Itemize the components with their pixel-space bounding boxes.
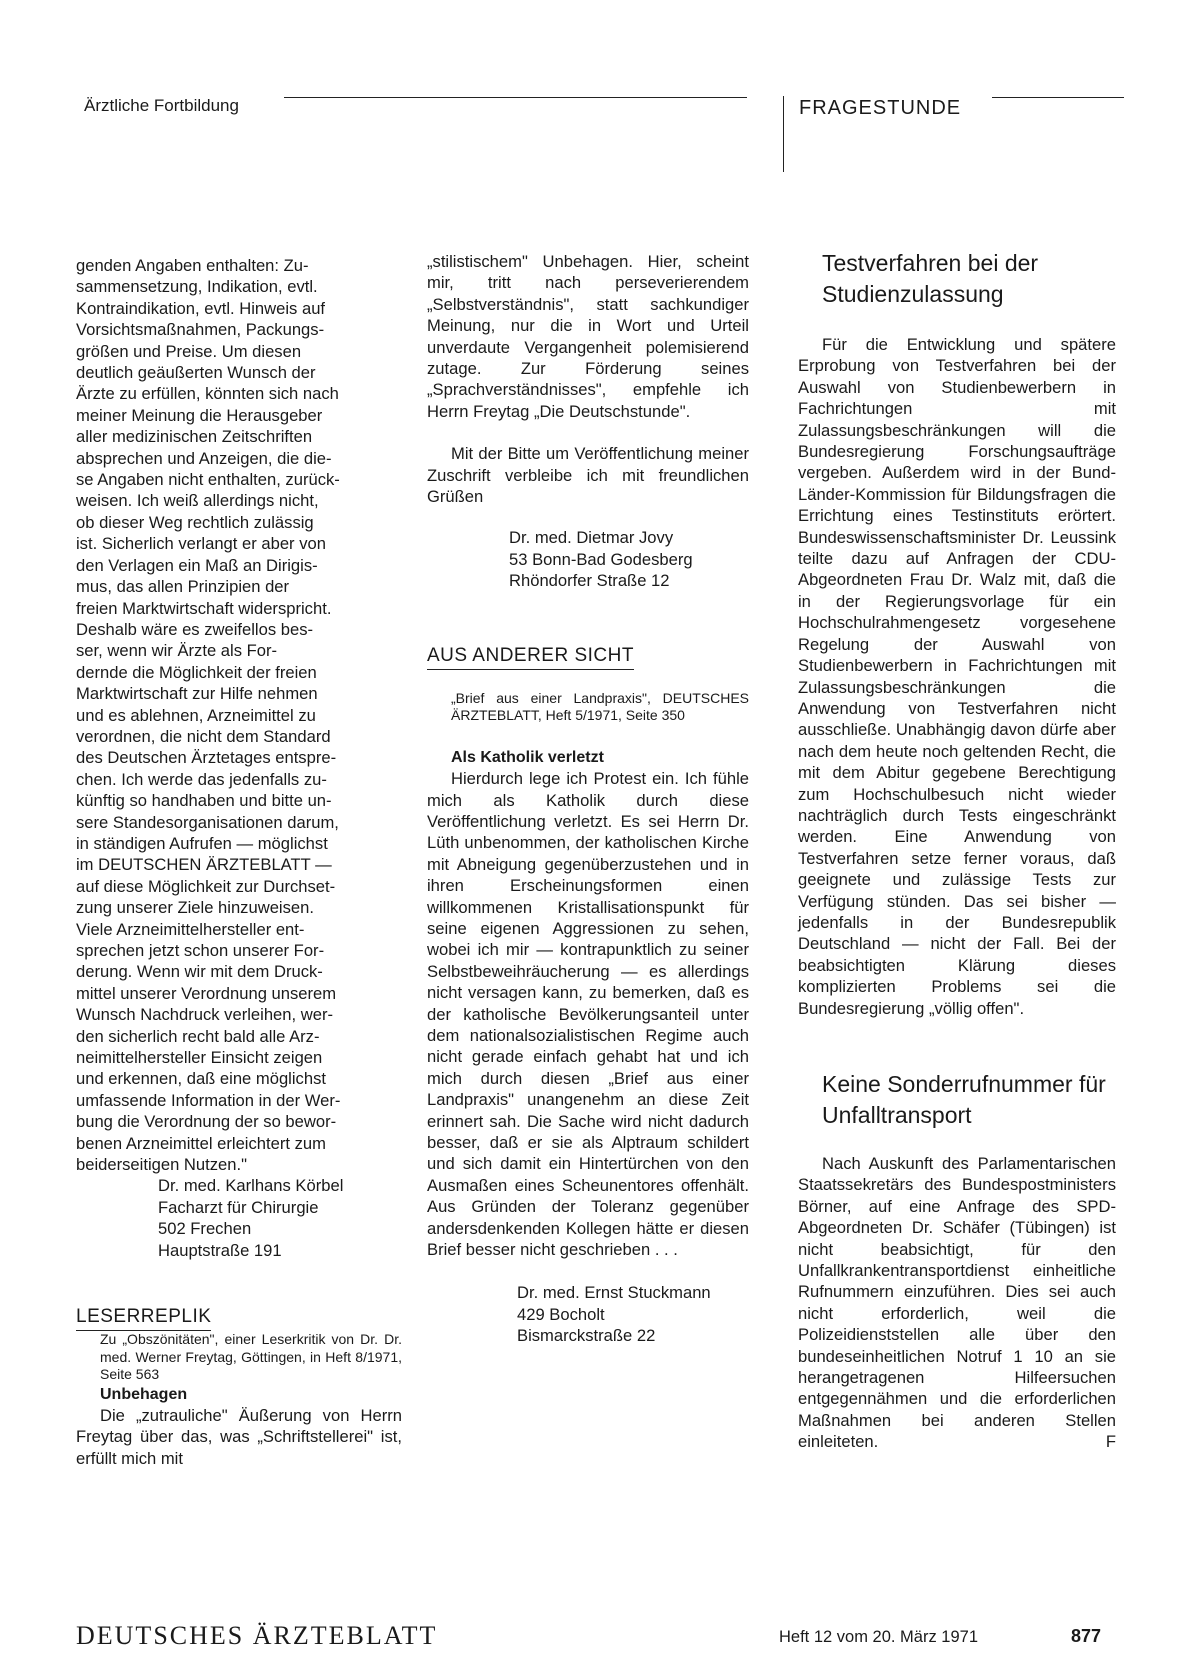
text-line: größen und Preise. Um diesen [76, 341, 302, 361]
text-line: Viele Arzneimittelhersteller ent- [76, 919, 305, 939]
signature-line: Hauptstraße 191 [158, 1240, 282, 1260]
text-line: und erkennen, daß eine möglichst [76, 1069, 326, 1089]
text-line: aller medizinischen Zeitschriften [76, 427, 313, 447]
text-line: mus, das allen Prinzipien der [76, 577, 290, 597]
signature-line: Dr. med. Karlhans Körbel [158, 1176, 344, 1196]
text-line: im DEUTSCHEN ÄRZTEBLATT — [76, 855, 332, 875]
article-heading-testverfahren: Testverfahren bei der Studienzulassung [822, 250, 1039, 307]
signature-line: Facharzt für Chirurgie [158, 1197, 319, 1217]
text-line: verordnen, die nicht dem Standard [76, 726, 331, 746]
column-1 [76, 255, 402, 1469]
letter-body-korbel [76, 255, 402, 1175]
text-line: ob dieser Weg rechtlich zulässig [76, 512, 314, 532]
paragraph [798, 1153, 1116, 1453]
paragraph: „stilistischem" Unbehagen. Hier, scheint mir, tritt nach perseverierendem „Selbstverständnis", statt sachkundiger Meinung, nur die in Wort und Urteil unverdaute Vergangenheit polemisierend zutage. Zur Förderung seines „Sprachverständnisses", empfehle ich Herrn Freytag „Die Deutschstunde". [427, 252, 749, 421]
text-line: auf diese Möglichkeit zur Durchset- [76, 876, 336, 896]
text-line: beiderseitigen Nutzen." [76, 1155, 248, 1175]
paragraph: Für die Entwicklung und spätere Erprobung von Testverfahren bei der Auswahl von Studienbewerbern in Fachrichtungen mit Zulassungsbeschränkungen will die Bundesregierung Forschungsaufträge vergeben. Außerdem wird in der Bund-Länder-Kommission für Bildungsfragen die Errichtung eines Testinstituts erörtert. Bundeswissenschaftsminister Dr. Leussink teilte dazu auf Anfragen der CDU-Abgeordneten Frau Dr. Walz mit, daß die in der Regierungsvorlage für ein Hochschulrahmengesetz vorgesehene Regelung der Auswahl von Studienbewerbern in Fachrichtungen mit Zulassungsbeschränkungen die Anwendung von Testverfahren nicht ausschließe. Unabhängig davon dürfe aber nach dem heute noch geltenden Recht, die mit dem Abitur gegebene Berechtigung zum Hochschulbesuch nicht wieder nachträglich durch Tests eingeschränkt werden. Eine Anwendung von Testverfahren setze ferner voraus, daß geeignete und zulässige Tests zur Verfügung stünden. Das sei bisher — jedenfalls in der Bundesrepublik Deutschland — nicht der Fall. Bei der beabsichtigten Klärung dieses komplizierten Problems sei die Bundesregierung „völlig offen". [798, 335, 1116, 1018]
reference-note: Zu „Obszönitäten", einer Leserkritik von Dr. Dr. med. Werner Freytag, Göttingen, in Heft 8/1971, Seite 563 [100, 1331, 402, 1383]
text-line: des Deutschen Ärztetages entspre- [76, 748, 337, 768]
text-line: sere Standesorganisationen darum, [76, 812, 339, 832]
text-line: neimittelhersteller Einsicht zeigen [76, 1048, 323, 1068]
paragraph: Hierdurch lege ich Protest ein. Ich fühle mich als Katholik durch diese Veröffentlichung verletzt. Es sei Herrn Dr. Lüth unbenommen, der katholischen Kirche mit Abneigung gegenüberzustehen und in ihren Erscheinungsformen einen willkommenen Kristallisationspunkt für seine eigenen Aggressionen zu sehen, wobei ich mir — kontrapunktlich zu seiner Selbstbeweihräucherung — es allerdings nicht versagen kann, zu bemerken, daß es der katholische Bevölkerungsanteil unter dem nationalsozialistischen Regime auch nicht gerade einfach gehabt hat und ich mich durch diesen „Brief aus einer Landpraxis" unangenehm an diese Zeit erinnert sah. Die Sache wird nicht dadurch besser, daß er sie als Alptraum schildert und sich damit ein Hintertürchen von den Ausmaßen eines Scheunentores offenhält. Aus Gründen der Toleranz gegenüber andersdenkenden Kollegen hätte er diesen Brief besser nicht geschrieben . . . [427, 769, 749, 1260]
text-line: sprechen jetzt schon unserer For- [76, 941, 325, 960]
text-line: dernde die Möglichkeit der freien [76, 662, 317, 682]
running-header-rubric: FRAGESTUNDE [799, 97, 962, 119]
header-column-divider [783, 96, 784, 172]
section-heading-aus-anderer-sicht: AUS ANDERER SICHT [427, 644, 634, 670]
text-line: meiner Meinung die Herausgeber [76, 405, 323, 425]
signature-line: 429 Bocholt [517, 1304, 605, 1324]
signature-korbel [76, 1175, 402, 1261]
text-line: Deshalb wäre es zweifellos bes- [76, 619, 314, 639]
text-line: sammensetzung, Indikation, evtl. [76, 277, 318, 297]
text-line: Kontraindikation, evtl. Hinweis auf [76, 298, 326, 318]
text-line: mittel unserer Verordnung unserem [76, 983, 337, 1003]
paragraph: Mit der Bitte um Veröffentlichung meiner Zuschrift verbleibe ich mit freundlichen Grüßen [427, 444, 749, 507]
journal-name: DEUTSCHES ÄRZTEBLATT [76, 1621, 438, 1650]
text-line: absprechen und Anzeigen, die die- [76, 448, 332, 468]
article-heading-sonderrufnummer: Keine Sonderrufnummer für Unfalltransport [822, 1071, 1106, 1128]
text-line: freien Marktwirtschaft widerspricht. [76, 598, 332, 618]
signature-stuckmann [427, 1282, 749, 1346]
text-line: Ärzte zu erfüllen, könnten sich nach [76, 384, 339, 404]
text-line: den Verlagen ein Maß an Dirigis- [76, 555, 318, 575]
text-line: weisen. Ich weiß allerdings nicht, [76, 491, 319, 511]
running-header-section: Ärztliche Fortbildung [84, 96, 239, 115]
signature-line: Dr. med. Dietmar Jovy [509, 528, 674, 548]
signature-line: 502 Frechen [158, 1219, 252, 1239]
header-rule-left [284, 97, 747, 98]
text-line: Wunsch Nachdruck verleihen, wer- [76, 1005, 334, 1025]
header-rule-right [992, 97, 1124, 98]
signature-jovy [427, 527, 749, 591]
text-line: Vorsichtsmaßnahmen, Packungs- [76, 320, 325, 340]
text-line: benen Arzneimittel erleichtert zum [76, 1133, 326, 1153]
signature-line: Bismarckstraße 22 [517, 1326, 656, 1346]
text-line: in ständigen Aufrufen — möglichst [76, 833, 328, 853]
author-initial: F [1105, 1432, 1116, 1452]
text-line: deutlich geäußerten Wunsch der [76, 363, 316, 383]
text-line: ist. Sicherlich verlangt er aber von [76, 534, 326, 554]
issue-info: Heft 12 vom 20. März 1971 [779, 1628, 979, 1646]
column-2 [427, 251, 749, 1347]
text-line: bung die Verordnung der so bewor- [76, 1112, 337, 1132]
page-number: 877 [1071, 1626, 1102, 1646]
section-heading-leserreplik: LESERREPLIK [76, 1305, 211, 1331]
paragraph-text: Nach Auskunft des Parlamentarischen Staatssekretärs des Bundespostministers Börner, auf eine Anfrage des SPD-Abgeordneten Dr. Schäfer (Tübingen) ist nicht beabsichtigt, für den Unfallkrankentransportdienst einheitliche Rufnummern einzuführen. Dies sei auch nicht erforderlich, weil die Polizeidienststellen alle über den bundeseinheitlichen Notruf 1 10 an sie herangetragenen Hilfeersuchen entgegennähmen und die erforderlichen Maßnahmen bei anderen Stellen einleiteten. [798, 1154, 1116, 1452]
signature-line: Dr. med. Ernst Stuckmann [517, 1283, 711, 1303]
paragraph: Die „zutrauliche" Äußerung von Herrn Freytag über das, was „Schriftstellerei" ist, erfüllt mich mit [76, 1406, 402, 1468]
text-line: den sicherlich recht bald alle Arz- [76, 1026, 320, 1046]
text-line: und es ablehnen, Arzneimittel zu [76, 705, 316, 725]
signature-line: 53 Bonn-Bad Godesberg [509, 549, 693, 569]
signature-line: Rhöndorfer Straße 12 [509, 571, 670, 591]
subheading-unbehagen: Unbehagen [100, 1385, 188, 1403]
text-line: ser, wenn wir Ärzte als For- [76, 641, 278, 661]
text-line: genden Angaben enthalten: Zu- [76, 256, 309, 275]
text-line: künftig so handhaben und bitte un- [76, 791, 332, 811]
text-line: chen. Ich werde das jedenfalls zu- [76, 769, 327, 789]
reference-note: „Brief aus einer Landpraxis", DEUTSCHES ÄRZTEBLATT, Heft 5/1971, Seite 350 [451, 689, 749, 724]
text-line: Marktwirtschaft zur Hilfe nehmen [76, 684, 318, 704]
text-line: derung. Wenn wir mit dem Druck- [76, 962, 323, 982]
text-line: umfassende Information in der Wer- [76, 1090, 341, 1110]
column-3 [798, 248, 1116, 1453]
text-line: se Angaben nicht enthalten, zurück- [76, 470, 340, 490]
text-line: zung unserer Ziele hinzuweisen. [76, 898, 314, 918]
subheading-als-katholik-verletzt: Als Katholik verletzt [451, 748, 604, 766]
